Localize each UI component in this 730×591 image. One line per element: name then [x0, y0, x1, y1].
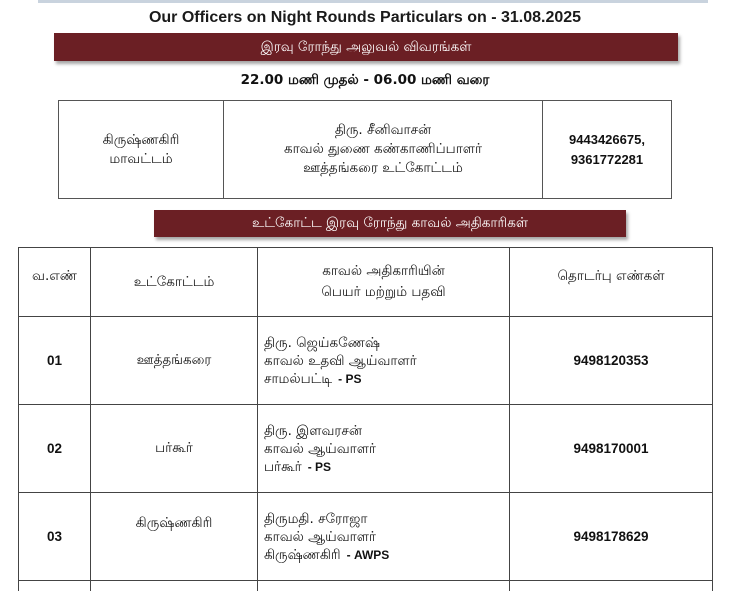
row-subdivision: கிருஷ்ணகிரி	[91, 493, 258, 580]
district-officer-name: திரு. சீனிவாசன்	[334, 122, 432, 138]
table-row	[19, 493, 712, 581]
header-officer	[258, 248, 510, 316]
row-sno: 03	[19, 493, 91, 580]
station-type: - AWPS	[346, 547, 390, 562]
row-officer-name: திருமதி. சரோஜா	[264, 510, 368, 527]
table-row	[19, 317, 712, 405]
row-officer-station: சாமல்பட்டி - PS	[264, 370, 362, 387]
row-officer-designation: காவல் ஆய்வாளர்	[264, 440, 376, 457]
row-officer	[258, 493, 510, 580]
header-officer-line-2: பெயர் மற்றும் பதவி	[321, 284, 446, 300]
table-row-partial	[19, 581, 712, 591]
district-officer-cell	[224, 101, 543, 198]
district-officer-subdivision: ஊத்தங்கரை உட்கோட்டம்	[303, 160, 463, 176]
row-sno: 01	[19, 317, 91, 404]
row-officer-station: கிருஷ்ணகிரி - AWPS	[264, 546, 390, 563]
district-officer-phone-2: 9361772281	[570, 151, 644, 167]
district-officer-phone-cell	[543, 101, 671, 198]
header-sno: வ.எண்	[19, 248, 91, 316]
row-officer-designation: காவல் ஆய்வாளர்	[264, 528, 376, 545]
row-sno: 02	[19, 405, 91, 492]
row-officer	[258, 317, 510, 404]
row-officer-name: திரு. ஜெய்கணேஷ்	[264, 334, 381, 351]
header-subdivision: உட்கோட்டம்	[91, 248, 258, 316]
district-officer-designation: காவல் துணை கண்காணிப்பாளர்	[283, 141, 483, 157]
timing-text: 22.00 மணி முதல் - 06.00 மணி வரை	[240, 72, 490, 88]
row-phone: 9498120353	[573, 353, 649, 368]
district-cell	[59, 101, 224, 198]
table-header-row	[19, 248, 712, 317]
district-label: மாவட்டம்	[109, 150, 173, 167]
station-type: - PS	[307, 459, 332, 474]
top-divider	[38, 0, 708, 3]
row-phone: 9498170001	[573, 441, 649, 456]
station-type: - PS	[338, 371, 362, 386]
night-rounds-banner: இரவு ரோந்து அலுவல் விவரங்கள்	[54, 33, 678, 61]
officers-table	[18, 247, 713, 591]
table-row	[19, 405, 712, 493]
row-officer	[258, 405, 510, 492]
row-officer-station: பர்கூர் - PS	[264, 458, 332, 475]
row-phone: 9498178629	[573, 529, 649, 544]
row-officer-designation: காவல் உதவி ஆய்வாளர்	[264, 352, 417, 369]
header-officer-line-1: காவல் அதிகாரியின்	[322, 263, 445, 279]
row-officer-name: திரு. இளவரசன்	[264, 422, 362, 439]
row-subdivision: பர்கூர்	[91, 405, 258, 492]
header-contact: தொடர்பு எண்கள்	[557, 268, 665, 284]
row-subdivision: ஊத்தங்கரை	[91, 317, 258, 404]
district-officer-phone-1: 9443426675,	[569, 131, 645, 147]
subdivision-officers-banner: உட்கோட்ட இரவு ரோந்து காவல் அதிகாரிகள்	[154, 210, 626, 237]
district-officer-box	[58, 100, 672, 199]
district-name: கிருஷ்ணகிரி	[102, 131, 180, 148]
page-title: Our Officers on Night Rounds Particulars on - 31.08.2025	[148, 9, 582, 26]
